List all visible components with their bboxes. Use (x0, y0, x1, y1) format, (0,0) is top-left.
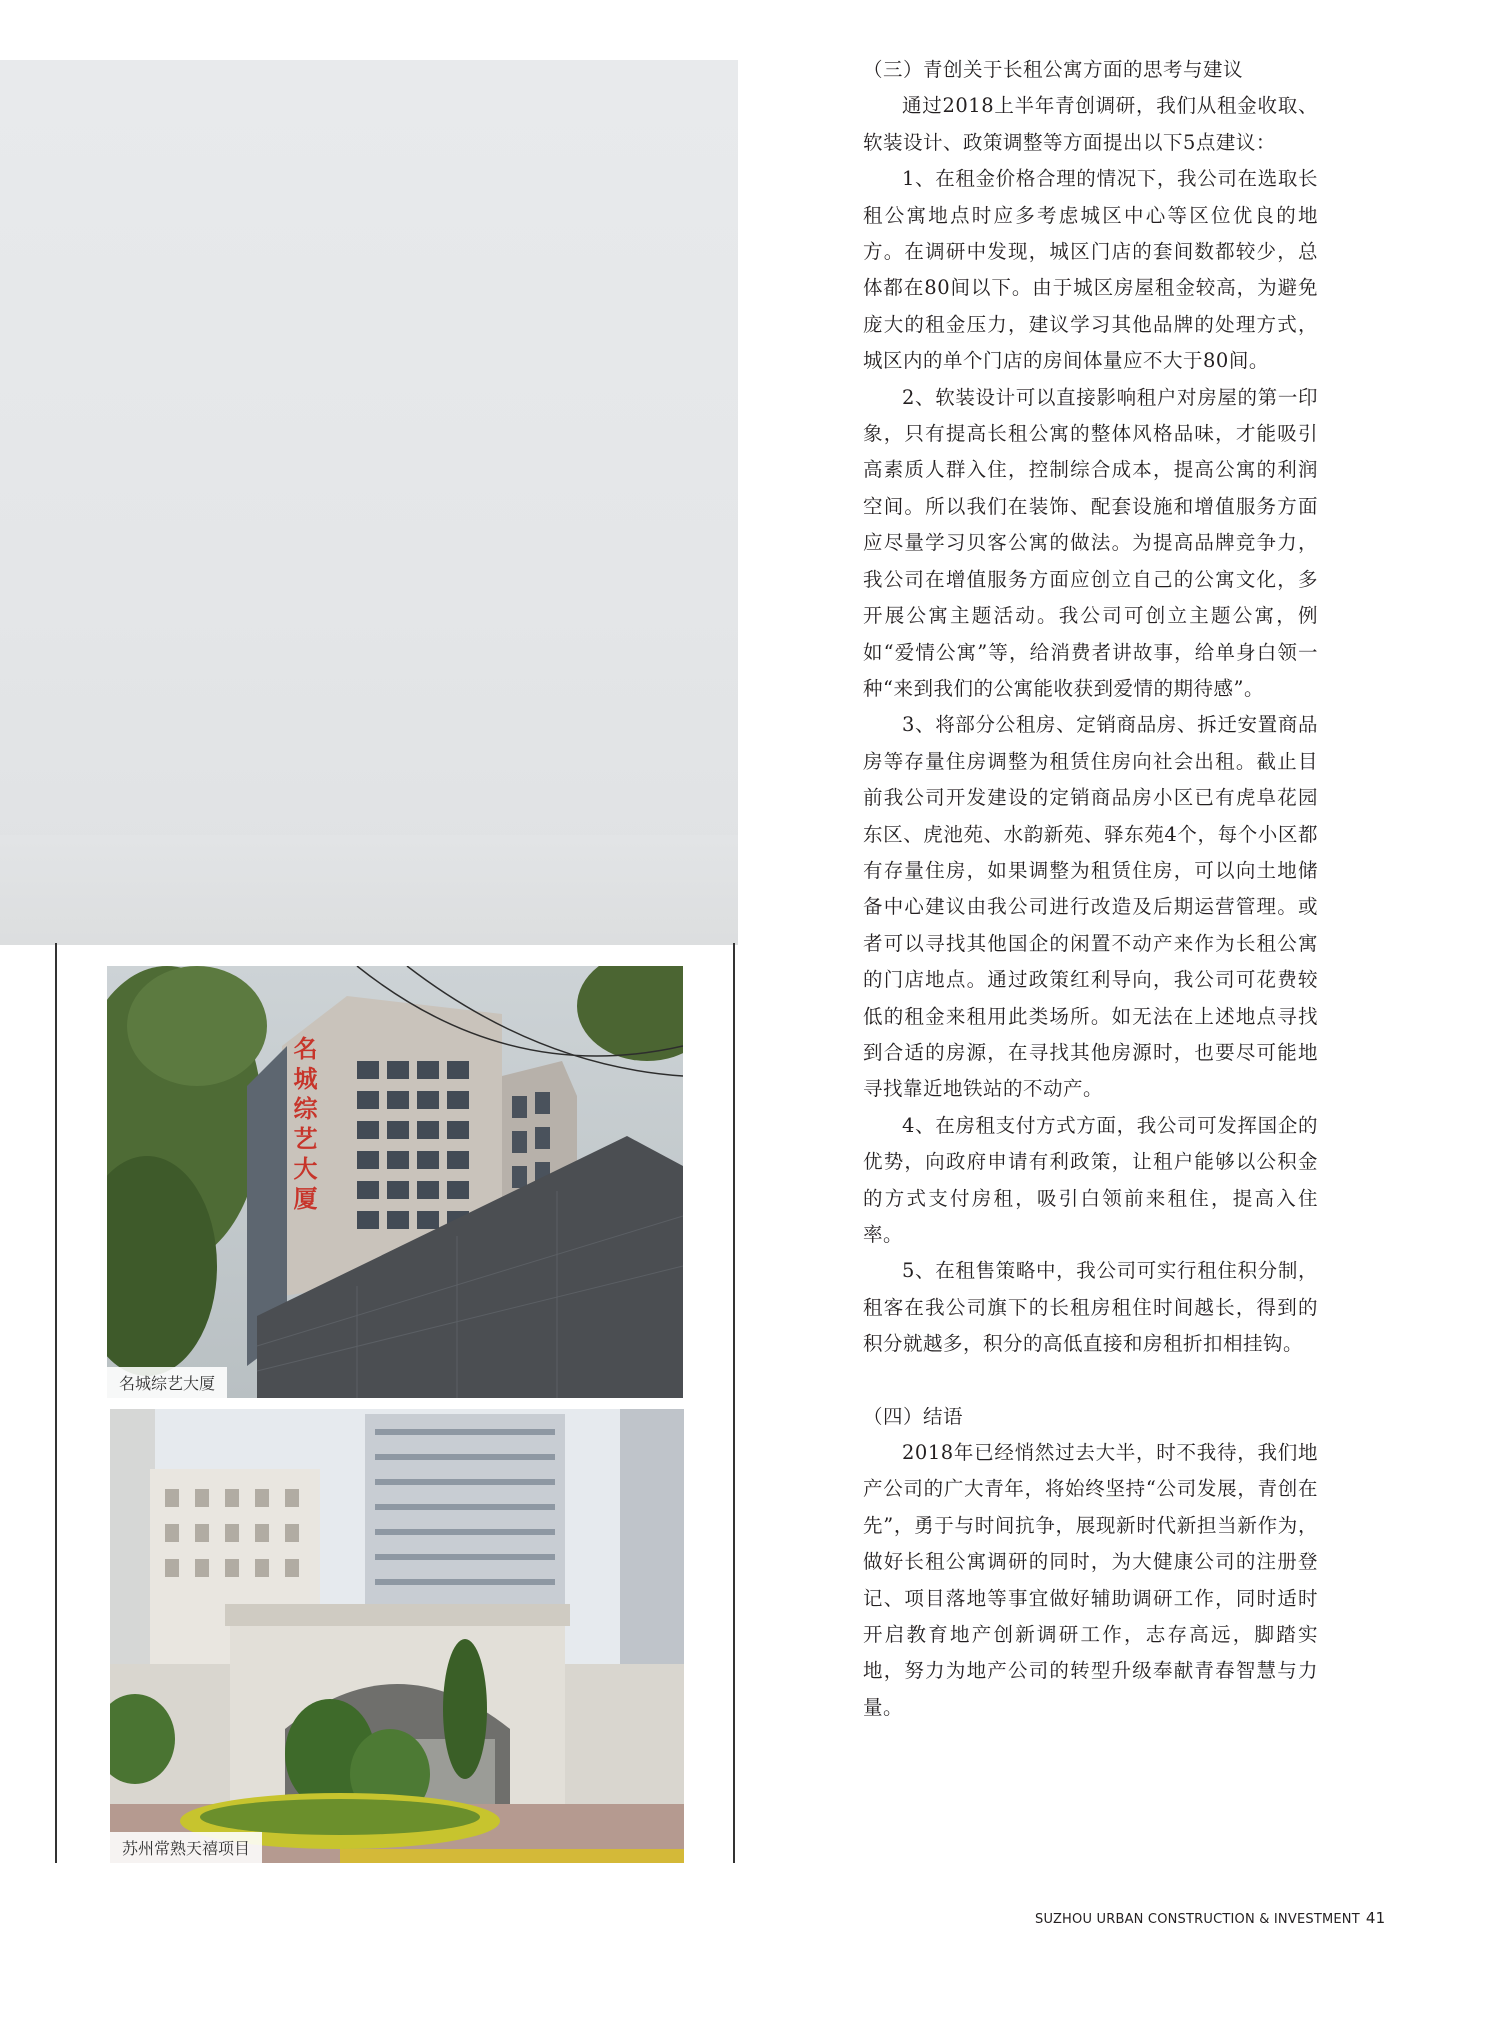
section-heading: （四）结语 (863, 1404, 964, 1428)
photo-mingcheng-building (107, 966, 683, 1398)
building-illustration (107, 966, 683, 1398)
left-divider-line (55, 943, 57, 1863)
paragraph: 4、在房租支付方式方面，我公司可发挥国企的优势，向政府申请有利政策，让租户能够以公积金的方式支付房租，吸引白领前来租住，提高入住率。 (863, 1113, 1318, 1246)
photo-caption: 苏州常熟天禧项目 (110, 1832, 262, 1863)
paragraph: 通过2018上半年青创调研，我们从租金收取、软装设计、政策调整等方面提出以下5点建议： (863, 94, 1318, 154)
paragraph: 1、在租金价格合理的情况下，我公司在选取长租公寓地点时应多考虑城区中心等区位优良的地方。在调研中发现，城区门店的套间数都较少，总体都在80间以下。由于城区房屋租金较高，为避免庞大的租金压力，建议学习其他品牌的处理方式，城区内的单个门店的房间体量应不大于80间。 (863, 167, 1318, 373)
section-heading: （三）青创关于长租公寓方面的思考与建议 (863, 58, 1244, 81)
paragraph: 2、软装设计可以直接影响租户对房屋的第一印象，只有提高长租公寓的整体风格品味，才能吸引高素质人群入住，控制综合成本，提高公寓的利润空间。所以我们在装饰、配套设施和增值服务方面应尽量学习贝客公寓的做法。为提高品牌竞争力，我公司在增值服务方面应创立自己的公寓文化，多开展公寓主题活动。我公司可创立主题公寓，例如“爱情公寓”等，给消费者讲故事，给单身白领一种“来到我们的公寓能收获到爱情的期待感”。 (863, 385, 1318, 700)
section-spacer (863, 1363, 1318, 1399)
paragraph: 3、将部分公租房、定销商品房、拆迁安置商品房等存量住房调整为租赁住房向社会出租。截止目前我公司开发建设的定销商品房小区已有虎阜花园东区、虎池苑、水韵新苑、驿东苑4个，每个小区都有存量住房，如果调整为租赁住房，可以向土地储备中心建议由我公司进行改造及后期运营管理。或者可以寻找其他国企的闲置不动产来作为长租公寓的门店地点。通过政策红利导向，我公司可花费较低的租金来租用此类场所。如无法在上述地点寻找到合适的房源，在寻找其他房源时，也要尽可能地寻找靠近地铁站的不动产。 (863, 713, 1318, 1101)
photo-tianxi-project (110, 1409, 684, 1863)
paragraph: 2018年已经悄然过去大半，时不我待，我们地产公司的广大青年，将始终坚持“公司发展，青创在先”，勇于与时间抗争，展现新时代新担当新作为，做好长租公寓调研的同时，为大健康公司的注册登记、项目落地等事宜做好辅助调研工作，同时适时开启教育地产创新调研工作，志存高远，脚踏实地，努力为地产公司的转型升级奉献青春智慧与力量。 (863, 1441, 1318, 1719)
building-sign-text: 名城综艺大厦 (289, 1036, 317, 1216)
page-footer (1035, 1909, 1385, 1927)
right-divider-line (733, 943, 735, 1863)
paragraph: 5、在租售策略中，我公司可实行租住积分制，租客在我公司旗下的长租房租住时间越长，得到的积分就越多，积分的高低直接和房租折扣相挂钩。 (863, 1259, 1318, 1356)
decorative-gray-panel (0, 60, 738, 944)
article-text-column (863, 52, 1318, 1726)
photo-caption: 名城综艺大厦 (107, 1367, 227, 1398)
publication-name: SUZHOU URBAN CONSTRUCTION & INVESTMENT (1035, 1912, 1360, 1927)
page-number: 41 (1365, 1909, 1386, 1927)
complex-illustration (110, 1409, 684, 1863)
